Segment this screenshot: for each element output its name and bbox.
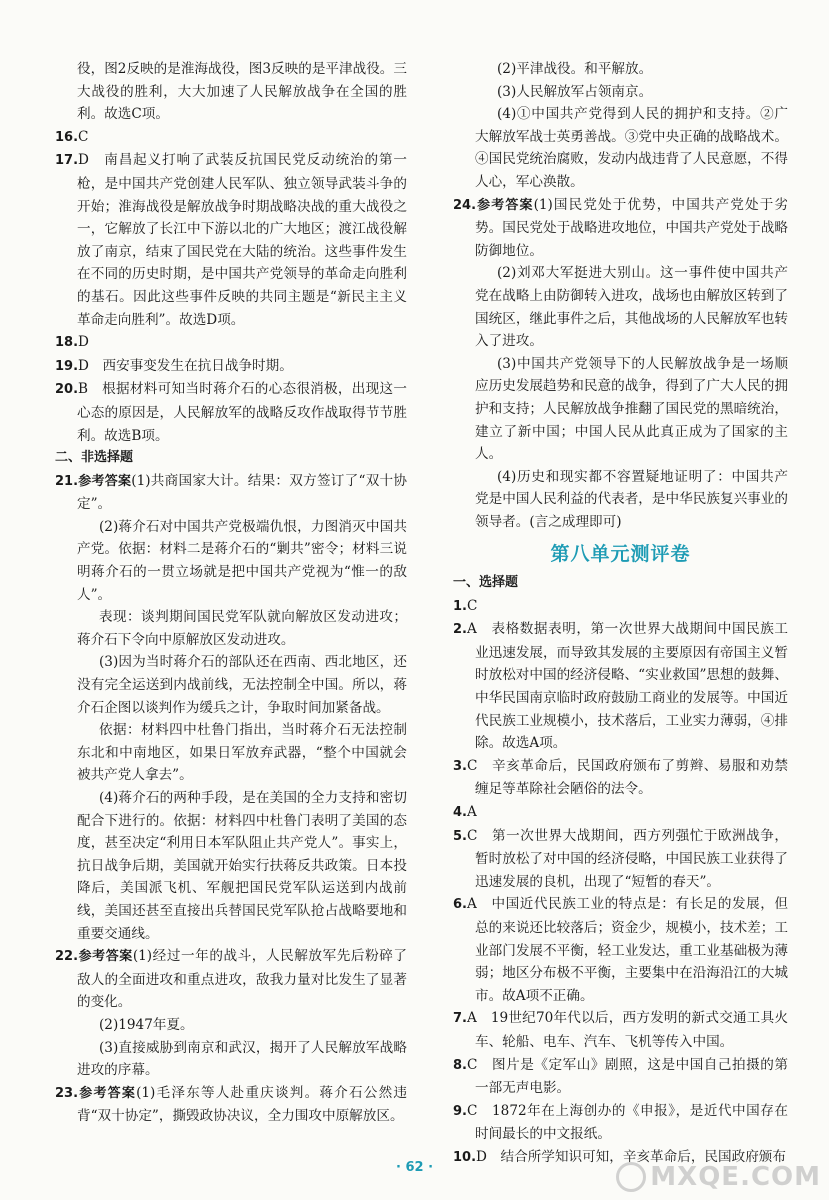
a1-text: C (466, 597, 478, 614)
q24-part1: (1)国民党处于优势，中国共产党处于劣势。国民党处于战略进攻地位，中国共产党处于战略防御地位。 (475, 196, 788, 259)
q23-part4: (4)①中国共产党得到人民的拥护和支持。②广大解放军战士英勇善战。③党中央正确的战略战术。④国民党统治腐败，发动内战违背了人民意愿，不得人心，军心涣散。 (475, 106, 788, 190)
section-choice-heading: 一、选择题 (453, 575, 519, 591)
page-number: · 62 · (395, 1160, 434, 1175)
q18-text: D (78, 334, 89, 351)
a3 (453, 755, 788, 801)
q24-number: 24. (453, 197, 477, 213)
a2-number: 2. (453, 622, 467, 638)
a5-text: C 第一次世界大战期间，西方列强忙于欧洲战争，暂时放松了对中国的经济侵略，中国民族工业获得了迅速发展的良机，出现了“短暂的春天”。 (466, 827, 788, 890)
a7 (453, 1007, 788, 1053)
q23-answer-label: 参考答案 (78, 1085, 137, 1101)
q16 (55, 126, 407, 150)
a1 (453, 595, 788, 619)
q23-part2: (2)平津战役。和平解放。 (497, 61, 653, 77)
a8-text: C 图片是《定军山》剧照，这是中国自己拍摄的第一部无声电影。 (466, 1056, 788, 1097)
a10-text: D 结合所学知识可知，辛亥革命后，民国政府颁布 (476, 1148, 786, 1165)
q20-number: 20. (55, 382, 79, 398)
q23-part3: (3)人民解放军占领南京。 (497, 83, 653, 100)
q22-part3: (3)直接威胁到南京和武汉，揭开了人民解放军战略进攻的序幕。 (77, 1039, 407, 1079)
a9-number: 9. (453, 1103, 467, 1119)
q22 (55, 945, 407, 1014)
q21-number: 21. (55, 473, 79, 489)
q22-number: 22. (55, 949, 79, 965)
a7-text: A 19世纪70年代以后，西方发明的新式交通工具火车、轮船、电车、汽车、飞机等传入中国。 (466, 1010, 788, 1050)
a8 (453, 1054, 788, 1100)
q22-part1: (1)经过一年的战斗，人民解放军先后粉碎了敌人的全面进攻和重点进攻，敌我力量对比发生了显著的变化。 (77, 948, 407, 1011)
a4-text: A (466, 804, 477, 820)
a2 (453, 618, 788, 755)
a8-number: 8. (453, 1057, 467, 1073)
a4 (453, 801, 788, 825)
a5 (453, 825, 788, 894)
q23-part1: (1)毛泽东等人赴重庆谈判。蒋介石公然违背“双十协定”，撕毁政协决议，全力围攻中原解放区。 (77, 1084, 407, 1125)
a9 (453, 1100, 788, 1146)
q17-text: D 南昌起义打响了武装反抗国民党反动统治的第一枪，是中国共产党创建人民军队、独立领导武装斗争的开始；淮海战役是解放战争时期战略决战的重大战役之一，它解放了长江中下游以北的广大地区；渡江战役解放了南京，结束了国民党在大陆的统治。这些事件发生在不同的历史时期，是中国共产党领导的革命走向胜利的基石。因此这些事件反映的共同主题是“新民主主义革命走向胜利”。故选D项。 (77, 152, 407, 328)
q21-part4: (3)因为当时蒋介石的部队还在西南、西北地区，还没有完全运送到内战前线，无法控制全中国。所以，蒋介石企图以谈判作为缓兵之计，争取时间加紧备战。 (77, 654, 407, 716)
a3-number: 3. (453, 758, 467, 774)
q24-part2: (2)刘邓大军挺进大别山。这一事件使中国共产党在战略上由防御转入进攻，战场也由解放区转到了国统区，继此事件之后，其他战场的人民解放军也转入了进攻。 (475, 265, 788, 350)
q21-part3: 表现：谈判期间国民党军队就向解放区发动进攻；蒋介石下令向中原解放区发动进攻。 (77, 609, 407, 648)
q17 (55, 149, 407, 331)
a4-number: 4. (453, 805, 467, 820)
right-column (453, 58, 788, 1170)
a1-number: 1. (453, 598, 467, 614)
q21-part6: (4)蒋介石的两种手段，是在美国的全力支持和密切配合下进行的。依据：材料四中杜鲁门表明了美国的态度，甚至决定“利用日本军队阻止共产党人”。事实上，抗日战争后期，美国就开始实行扶蒋反共政策。日本投降后，美国派飞机、军舰把国民党军队运送到内战前线，美国还甚至直接出兵替国民党军队抢占战略要地和重要交通线。 (77, 790, 407, 942)
q23 (55, 1082, 407, 1128)
a6 (453, 893, 788, 1007)
q18 (55, 331, 407, 355)
a2-text: A 表格数据表明，第一次世界大战期间中国民族工业迅速发展，而导致其发展的主要原因有帝国主义暂时放松对中国的经济侵略、“实业救国”思想的鼓舞、中华民国南京临时政府鼓励工商业的发展等。中国近代民族工业规模小，技术落后，工业实力薄弱，④排除。故选A项。 (466, 621, 788, 752)
q21 (55, 470, 407, 516)
a9-text: C 1872年在上海创办的《申报》，是近代中国存在时间最长的中文报纸。 (466, 1102, 788, 1143)
q21-part5: 依据：材料四中杜鲁门指出，当时蒋介石无法控制东北和中南地区，如果日军放弃武器，“整个中国就会被共产党人拿去”。 (77, 722, 407, 784)
a6-number: 6. (453, 897, 467, 913)
q24 (453, 194, 788, 263)
section-non-choice-heading: 二、非选择题 (55, 450, 134, 466)
q21-part1: (1)共商国家大计。结果：双方签订了“双十协定”。 (77, 472, 407, 513)
a5-number: 5. (453, 828, 467, 844)
a7-number: 7. (453, 1011, 467, 1027)
q24-part4: (4)历史和现实都不容置疑地证明了：中国共产党是中国人民利益的代表者，是中华民族复兴事业的领导者。(言之成理即可) (475, 468, 788, 530)
q19-text: D 西安事变发生在抗日战争时期。 (78, 357, 293, 374)
q22-answer-label: 参考答案 (78, 949, 133, 965)
q15-continuation: 役，图2反映的是淮海战役，图3反映的是平津战役。三大战役的胜利，大大加速了人民解放战争在全国的胜利。故选C项。 (77, 61, 407, 123)
q24-part3: (3)中国共产党领导下的人民解放战争是一场顺应历史发展趋势和民意的战争，得到了广大人民的拥护和支持；人民解放战争推翻了国民党的黑暗统治，建立了新中国；中国人民从此真正成为了国家的主人。 (475, 355, 788, 463)
watermark-circle-icon (616, 1162, 646, 1192)
q21-answer-label: 参考答案 (78, 473, 132, 489)
q18-number: 18. (55, 335, 79, 351)
q21-part2: (2)蒋介石对中国共产党极端仇恨，力图消灭中国共产党。依据：材料二是蒋介石的“剿共”密令；材料三说明蒋介石的一贯立场就是把中国共产党视为“惟一的敌人”。 (77, 518, 407, 603)
q23-number: 23. (55, 1085, 79, 1101)
q16-number: 16. (55, 129, 79, 145)
q24-answer-label: 参考答案 (476, 197, 534, 213)
q20-text: B 根据材料可知当时蒋介石的心态很消极，出现这一心态的原因是，人民解放军的战略反攻作战取得节节胜利。故选B项。 (77, 381, 407, 444)
a3-text: C 辛亥革命后，民国政府颁布了剪辫、易服和劝禁缠足等革除社会陋俗的法令。 (466, 757, 788, 798)
watermark-logo (616, 1162, 821, 1193)
unit-title: 第八单元测评卷 (550, 543, 691, 566)
q22-part2: (2)1947年夏。 (99, 1016, 194, 1033)
q19-number: 19. (55, 358, 79, 374)
a6-text: A 中国近代民族工业的特点是：有长足的发展，但总的来说还比较落后；资金少，规模小，技术差；工业部门发展不平衡，轻工业发达，重工业基础极为薄弱；地区分布极不平衡，主要集中在沿海沿江的大城市。故A项不正确。 (466, 896, 788, 1004)
left-column (55, 58, 407, 1128)
watermark-text: MXQE.COM (650, 1161, 821, 1192)
a10-number: 10. (453, 1149, 477, 1165)
q16-text: C (78, 128, 89, 145)
q19 (55, 355, 407, 379)
q17-number: 17. (55, 153, 79, 169)
q20 (55, 378, 407, 447)
